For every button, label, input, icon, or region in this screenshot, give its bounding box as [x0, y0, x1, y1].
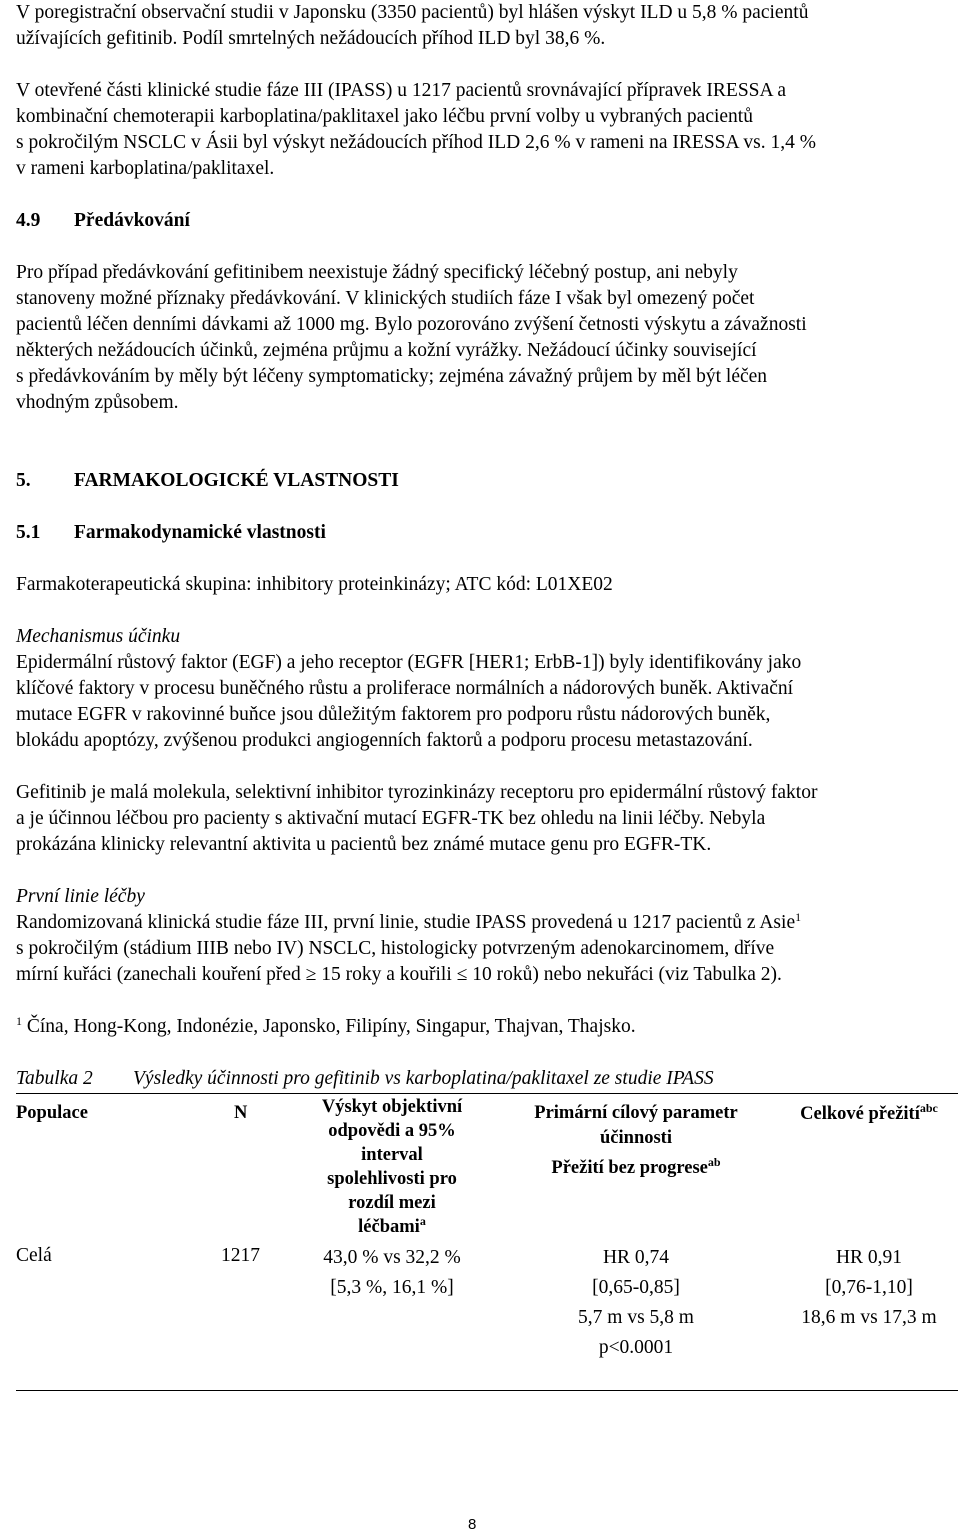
cell-line: HR 0,74	[602, 1247, 670, 1268]
header-line: rozdíl mezi	[348, 1193, 436, 1213]
paragraph-line: Epidermální růstový faktor (EGF) a jeho receptor (EGFR [HER1; ErbB-1]) byly identifikovány jako	[16, 652, 802, 673]
cell-line: 5,7 m vs 5,8 m	[578, 1307, 694, 1328]
paragraph-line: V poregistrační observační studii v Japonsku (3350 pacientů) byl hlášen výskyt ILD u 5,8 % pacientů	[16, 2, 809, 23]
footnote-marker: 1	[795, 910, 802, 924]
table-top-rule	[16, 1093, 958, 1094]
table-caption-label: Tabulka 2	[16, 1068, 93, 1089]
header-line: odpovědi a 95%	[328, 1121, 456, 1141]
cell-line: [0,65-0,85]	[592, 1277, 680, 1298]
section-number: 5.1	[16, 522, 41, 543]
table-caption	[16, 1066, 714, 1092]
table-caption-text: Výsledky účinnosti pro gefitinib vs karboplatina/paklitaxel ze studie IPASS	[133, 1068, 714, 1089]
col-header-os	[784, 1101, 954, 1127]
cell-pfs	[496, 1243, 776, 1363]
cell-n: 1217	[221, 1245, 260, 1266]
header-text: Přežití bez progrese	[551, 1158, 708, 1178]
paragraph-line: s pokročilým (stádium IIIB nebo IV) NSCLC, histologicky potvrzeným adenokarcinomem, dříve	[16, 938, 775, 959]
paragraph-line: v rameni karboplatina/paklitaxel.	[16, 158, 275, 179]
header-line: spolehlivosti pro	[327, 1169, 457, 1189]
paragraph-line: pacientů léčen denními dávkami až 1000 mg. Bylo pozorováno zvýšení četnosti výskytu a závažnosti	[16, 314, 807, 335]
paragraph-line: stanoveny možné příznaky předávkování. V klinických studiích fáze I však byl omezený počet	[16, 288, 755, 309]
col-header-population: Populace	[16, 1103, 88, 1123]
paragraph-line: s předávkováním by měly být léčeny symptomaticky; zejména závažný průjem by měl být léčen	[16, 366, 768, 387]
paragraph-line: prokázána klinicky relevantní aktivita u pacientů bez známé mutace genu pro EGFR-TK.	[16, 834, 712, 855]
cell-line: HR 0,91	[835, 1247, 903, 1268]
paragraph-line: s pokročilým NSCLC v Ásii byl výskyt nežádoucích příhod ILD 2,6 % v rameni na IRESSA vs. 1,4 %	[16, 132, 816, 153]
paragraph-line: V otevřené části klinické studie fáze III (IPASS) u 1217 pacientů srovnávající přípravek IRESSA a	[16, 80, 787, 101]
paragraph-text: 10 roků) nebo nekuřáci (viz Tabulka 2).	[467, 964, 782, 985]
header-line	[496, 1156, 776, 1181]
paragraph-line: některých nežádoucích účinků, zejména průjmu a kožní vyrážky. Nežádoucí účinky související	[16, 340, 757, 361]
cell-line: [0,76-1,10]	[825, 1277, 913, 1298]
cell-population: Celá	[16, 1245, 52, 1266]
paragraph-line: vhodným způsobem.	[16, 392, 179, 413]
col-header-pfs	[496, 1101, 776, 1181]
paragraph-line: klíčové faktory v procesu buněčného růstu a proliferace normálních a nádorových buněk. Aktivační	[16, 678, 794, 699]
paragraph-line: užívajících gefitinib. Podíl smrtelných nežádoucích příhod ILD byl 38,6 %.	[16, 28, 606, 49]
paragraph-line	[16, 910, 946, 936]
paragraph-line: a je účinnou léčbou pro pacienty s aktivační mutací EGFR-TK bez ohledu na linii léčby. Nebyla	[16, 808, 766, 829]
section-number: 5.	[16, 470, 31, 491]
less-equal-symbol: ≤	[456, 964, 468, 985]
cell-line: 18,6 m vs 17,3 m	[801, 1307, 937, 1328]
page-number: 8	[468, 1516, 477, 1533]
paragraph-line	[16, 962, 946, 988]
header-text: léčbami	[358, 1217, 420, 1237]
paragraph-line: Pro případ předávkování gefitinibem neexistuje žádný specifický léčebný postup, ani nebyly	[16, 262, 738, 283]
header-line: interval	[361, 1145, 423, 1165]
paragraph-line: Gefitinib je malá molekula, selektivní inhibitor tyrozinkinázy receptoru pro epidermální růstový faktor	[16, 782, 818, 803]
footnote-marker: a	[419, 1214, 426, 1228]
paragraph-line: mutace EGFR v rakovinné buňce jsou důležitým faktorem pro podporu růstu nádorových buněk,	[16, 704, 771, 725]
paragraph-text: mírní kuřáci (zanechali kouření před	[16, 964, 306, 985]
header-line: účinnosti	[600, 1128, 672, 1148]
section-title: Farmakodynamické vlastnosti	[74, 522, 326, 543]
footnote-marker: abc	[919, 1101, 938, 1115]
cell-orr	[292, 1243, 492, 1303]
paragraph-line: Farmakoterapeutická skupina: inhibitory proteinkinázy; ATC kód: L01XE02	[16, 574, 613, 595]
header-line: Výskyt objektivní	[321, 1097, 463, 1117]
footnote-marker: 1	[16, 1014, 22, 1028]
paragraph-line: blokádu apoptózy, zvýšenou produkci angiogenních faktorů a podporu procesu metastazování.	[16, 730, 753, 751]
col-header-n: N	[234, 1103, 248, 1123]
greater-equal-symbol: ≥	[305, 964, 317, 985]
header-text: Celkové přežití	[800, 1104, 920, 1124]
subheading-mechanism: Mechanismus účinku	[16, 626, 181, 647]
section-heading-5-1	[16, 520, 946, 546]
footnote-text: Čína, Hong-Kong, Indonézie, Japonsko, Filipíny, Singapur, Thajvan, Thajsko.	[22, 1016, 636, 1037]
footnote	[16, 1014, 946, 1040]
section-heading-4-9	[16, 208, 946, 234]
header-line: Primární cílový parametr	[534, 1103, 738, 1123]
paragraph-text: Randomizovaná klinická studie fáze III, první linie, studie IPASS provedená u 1217 pacientů z Asie	[16, 912, 796, 933]
footnote-marker: ab	[707, 1155, 721, 1169]
cell-os	[784, 1243, 954, 1333]
section-number: 4.9	[16, 210, 41, 231]
section-heading-5	[16, 468, 946, 494]
subheading-first-line: První linie léčby	[16, 886, 145, 907]
paragraph-line: kombinační chemoterapii karboplatina/paklitaxel jako léčbu první volby u vybraných pacientů	[16, 106, 753, 127]
section-title: FARMAKOLOGICKÉ VLASTNOSTI	[74, 470, 399, 491]
col-header-orr	[292, 1095, 492, 1239]
cell-line: p<0.0001	[598, 1337, 674, 1358]
cell-line: 43,0 % vs 32,2 %	[323, 1247, 461, 1268]
header-line	[292, 1215, 492, 1239]
cell-line: [5,3 %, 16,1 %]	[330, 1277, 454, 1298]
section-title: Předávkování	[74, 210, 190, 231]
table-bottom-rule	[16, 1390, 958, 1391]
paragraph-text: 15 roky a kouřili	[316, 964, 457, 985]
